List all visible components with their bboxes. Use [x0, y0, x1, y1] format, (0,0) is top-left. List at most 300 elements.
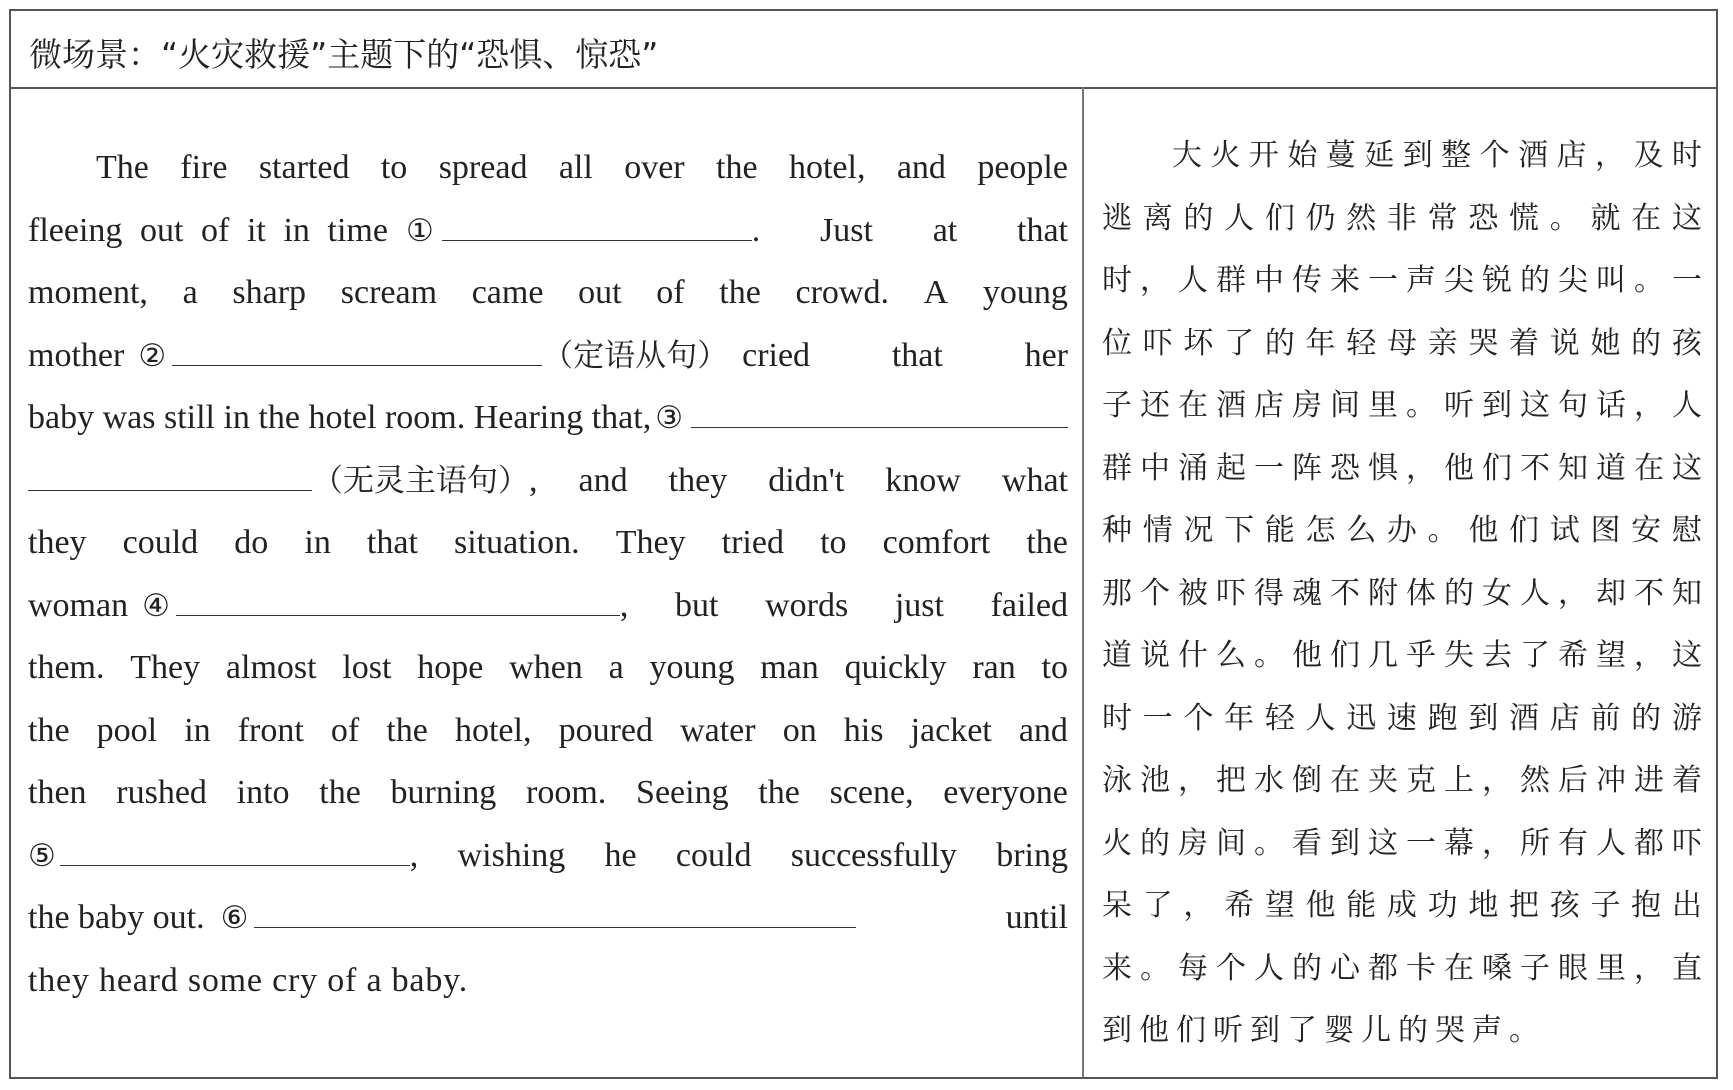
translation-char: 他 [1444, 450, 1474, 486]
translation-char: 失 [1444, 638, 1474, 673]
passage-word: the [28, 711, 70, 749]
translation-char: ， [1594, 138, 1625, 173]
passage-word: quickly [844, 649, 947, 686]
passage-word: young [982, 274, 1068, 311]
translation-char: 把 [1509, 888, 1540, 923]
translation-char: 整 [1441, 138, 1472, 173]
translation-char: 恐 [1468, 200, 1499, 236]
passage-word: in [283, 211, 310, 249]
translation-char: 个 [1140, 575, 1170, 611]
passage-word: started [258, 149, 350, 186]
translation-line [1102, 500, 1702, 563]
translation-char: 在 [1178, 388, 1208, 423]
translation-char: 了 [1287, 1013, 1324, 1048]
translation-char: 后 [1558, 763, 1588, 798]
passage-word: woman [28, 586, 129, 624]
passage-line [28, 200, 1068, 263]
translation-char: 能 [1346, 888, 1377, 923]
translation-char: 附 [1368, 575, 1398, 611]
translation-char: 时 [1102, 263, 1132, 298]
passage-word: until [1005, 899, 1068, 936]
passage-word: wishing [457, 836, 566, 874]
translation-char: 着 [1509, 325, 1540, 361]
translation-char: 哭 [1435, 1013, 1472, 1048]
passage-word: to [820, 524, 847, 561]
hint-relative-clause: （定语从句） [542, 337, 729, 374]
translation-char: 。 [1406, 388, 1436, 423]
translation-char: ， [1482, 763, 1512, 798]
passage-word: spread [438, 149, 528, 186]
answer-blank-5[interactable] [60, 835, 410, 866]
translation-char: 了 [1520, 638, 1550, 673]
passage-text: the baby out. [28, 899, 205, 936]
translation-char: 个 [1479, 138, 1510, 173]
passage-word: situation. [454, 524, 580, 561]
translation-char: 在 [1634, 450, 1664, 486]
translation-char: 希 [1224, 888, 1255, 923]
passage-word: the [758, 774, 800, 811]
translation-char: 着 [1672, 763, 1702, 798]
english-passage-panel [11, 87, 1082, 1077]
translation-char: 游 [1671, 700, 1702, 736]
translation-char: 功 [1427, 888, 1458, 923]
passage-word: do [234, 524, 269, 561]
translation-char: 们 [1509, 513, 1540, 548]
translation-char: 就 [1590, 200, 1621, 236]
translation-char: 群 [1102, 450, 1132, 486]
translation-char: 呆 [1102, 888, 1132, 923]
passage-word: the [319, 774, 361, 811]
translation-char: 尖 [1444, 263, 1474, 298]
translation-char: 起 [1216, 450, 1246, 486]
translation-char: 们 [1330, 638, 1360, 673]
passage-word: the [1026, 524, 1068, 561]
translation-char: 。 [1549, 200, 1580, 236]
translation-char: 上 [1444, 763, 1474, 798]
passage-word: and [1018, 711, 1068, 749]
translation-char: 子 [1102, 388, 1132, 423]
passage-word: cried [742, 336, 811, 374]
translation-char: 火 [1102, 825, 1132, 861]
translation-char: 把 [1216, 763, 1246, 798]
translation-char: 么 [1346, 513, 1377, 548]
translation-char: 年 [1224, 700, 1255, 736]
translation-char: 子 [1590, 888, 1621, 923]
translation-char: 的 [1631, 700, 1662, 736]
translation-char: 里 [1596, 950, 1626, 986]
translation-char: 店 [1254, 388, 1284, 423]
translation-char: 不 [1634, 575, 1664, 611]
passage-word: to [1041, 649, 1068, 686]
passage-word: failed [990, 586, 1068, 624]
passage-word: young [649, 649, 735, 686]
passage-word: ran [972, 649, 1016, 686]
passage-word: man [760, 649, 819, 686]
translation-char: 仍 [1305, 200, 1336, 236]
translation-char: 图 [1590, 513, 1621, 548]
passage-word: poured [558, 711, 653, 749]
translation-char: 酒 [1216, 388, 1246, 423]
translation-char: 句 [1558, 388, 1588, 423]
translation-char: 。 [1254, 638, 1284, 673]
translation-char: 轻 [1264, 700, 1295, 736]
translation-char: 的 [1140, 825, 1170, 861]
english-passage [28, 137, 1068, 1012]
translation-char: ， [1634, 638, 1664, 673]
translation-char: 尖 [1558, 263, 1588, 298]
passage-word: but [675, 586, 719, 624]
passage-word: hotel, [788, 149, 866, 186]
translation-char: 他 [1305, 888, 1336, 923]
passage-word: comfort [882, 524, 991, 561]
blank-marker-5: ⑤ [28, 837, 56, 874]
passage-word: what [1001, 461, 1068, 499]
translation-char: 火 [1210, 138, 1241, 173]
translation-char: 都 [1368, 950, 1398, 986]
translation-char: 体 [1406, 575, 1436, 611]
passage-word: and [578, 461, 628, 499]
translation-char: 听 [1444, 388, 1474, 423]
translation-char: 声 [1472, 1013, 1509, 1048]
passage-line-last: they heard some cry of a baby. [28, 961, 469, 999]
translation-char: 望 [1264, 888, 1295, 923]
translation-char: 抱 [1631, 888, 1662, 923]
translation-char: 吓 [1142, 325, 1173, 361]
translation-char: 吓 [1672, 825, 1702, 861]
passage-word: that [366, 524, 418, 561]
translation-char: 人 [1178, 263, 1208, 298]
translation-char: 前 [1590, 700, 1621, 736]
passage-word: his [843, 711, 884, 749]
translation-char: 却 [1596, 575, 1626, 611]
chinese-translation [1102, 125, 1702, 1063]
passage-line [28, 450, 1068, 513]
passage-word: time [327, 211, 388, 249]
translation-char: 进 [1634, 763, 1664, 798]
translation-char: 说 [1549, 325, 1580, 361]
translation-char: ， [1634, 950, 1664, 986]
passage-word: at [932, 211, 958, 249]
translation-char: 逃 [1102, 200, 1132, 236]
answer-blank-3a[interactable] [691, 397, 1068, 428]
translation-char: 位 [1102, 325, 1132, 361]
translation-char: 到 [1482, 388, 1512, 423]
translation-char: 然 [1346, 200, 1377, 236]
passage-word: just [894, 586, 944, 624]
passage-word: out [578, 274, 622, 311]
passage-word: everyone [943, 774, 1068, 811]
answer-blank-6[interactable] [254, 897, 856, 928]
passage-word: a [608, 649, 624, 686]
translation-char: 店 [1556, 138, 1587, 173]
translation-char: 孩 [1671, 325, 1702, 361]
translation-char: 时 [1102, 700, 1132, 736]
translation-char: 这 [1520, 388, 1550, 423]
translation-char: ， [1406, 450, 1436, 486]
translation-char: 道 [1596, 450, 1626, 486]
blank-marker-3: ③ [655, 400, 684, 436]
header-bar [11, 11, 1716, 89]
passage-word: Just [820, 211, 873, 249]
translation-char: 慰 [1671, 513, 1702, 548]
passage-word: , [619, 586, 629, 624]
passage-word: the [716, 149, 758, 186]
blank-marker-6: ⑥ [220, 900, 249, 936]
passage-word: hotel, [454, 711, 532, 749]
translation-char: 在 [1330, 763, 1360, 798]
passage-word: They [615, 524, 686, 561]
blank-marker-4: ④ [142, 587, 170, 624]
translation-char: 跑 [1427, 700, 1458, 736]
passage-word: successfully [790, 836, 957, 874]
passage-word: room. [526, 774, 607, 811]
hint-inanimate-subject: （无灵主语句） [312, 462, 529, 499]
passage-word: on [782, 711, 817, 749]
translation-char: 母 [1386, 325, 1417, 361]
translation-char: 。 [1254, 825, 1284, 861]
passage-word: crowd. [795, 274, 889, 311]
translation-char: 传 [1292, 263, 1322, 298]
passage-word: scene, [829, 774, 914, 811]
translation-line [1102, 938, 1702, 1001]
translation-char: 么 [1216, 638, 1246, 673]
translation-char: 这 [1368, 825, 1398, 861]
passage-word: of [656, 274, 685, 311]
passage-word: hope [417, 649, 484, 686]
translation-char: 到 [1330, 825, 1360, 861]
translation-char: 的 [1444, 575, 1474, 611]
passage-word: and [896, 149, 946, 186]
answer-blank-3b[interactable] [28, 460, 312, 491]
translation-char: 到 [1250, 1013, 1287, 1048]
translation-char: 魂 [1292, 575, 1322, 611]
translation-char: 的 [1398, 1013, 1435, 1048]
passage-word: of [330, 711, 360, 749]
passage-word: it [246, 211, 266, 249]
answer-blank-1[interactable] [442, 210, 752, 241]
translation-char: 轻 [1346, 325, 1377, 361]
translation-char: 况 [1183, 513, 1214, 548]
translation-line [1102, 313, 1702, 376]
translation-char: 锐 [1482, 263, 1512, 298]
translation-char: 情 [1142, 513, 1173, 548]
translation-char: 这 [1672, 638, 1702, 673]
passage-word: into [236, 774, 290, 811]
translation-char: 店 [1549, 700, 1580, 736]
translation-char: 房 [1292, 388, 1322, 423]
translation-char: 。 [1509, 1013, 1546, 1048]
translation-char: 试 [1549, 513, 1580, 548]
translation-char: 们 [1482, 450, 1512, 486]
translation-char: 安 [1631, 513, 1662, 548]
passage-word: front [237, 711, 304, 749]
translation-char: 人 [1254, 950, 1284, 986]
translation-char: 到 [1102, 1013, 1139, 1048]
translation-char: 人 [1305, 700, 1336, 736]
translation-char: 直 [1672, 950, 1702, 986]
translation-char: 的 [1631, 325, 1662, 361]
translation-char: 婴 [1324, 1013, 1361, 1048]
translation-char: 女 [1482, 575, 1512, 611]
translation-char: 慌 [1509, 200, 1540, 236]
passage-word: they [668, 461, 728, 499]
translation-char: 。 [1634, 263, 1664, 298]
passage-word: to [380, 149, 408, 186]
translation-char: 望 [1596, 638, 1626, 673]
passage-word: Seeing [636, 774, 729, 811]
translation-line [1102, 875, 1702, 938]
passage-word: mother [28, 336, 125, 374]
translation-char: 人 [1596, 825, 1626, 861]
translation-char: 被 [1178, 575, 1208, 611]
translation-char: 得 [1254, 575, 1284, 611]
translation-char: 听 [1213, 1013, 1250, 1048]
translation-char: 中 [1254, 263, 1284, 298]
translation-line [1102, 688, 1702, 751]
passage-line [28, 512, 1068, 575]
passage-word: in [184, 711, 211, 749]
translation-char: 延 [1364, 138, 1395, 173]
translation-char: 泳 [1102, 763, 1132, 798]
translation-line [1102, 125, 1702, 188]
translation-char: 及 [1633, 138, 1664, 173]
passage-word: . [751, 211, 761, 249]
translation-char: 乎 [1406, 638, 1436, 673]
translation-char: 不 [1520, 450, 1550, 486]
passage-word: when [509, 649, 583, 686]
passage-line [28, 700, 1068, 763]
translation-char: 眼 [1558, 950, 1588, 986]
translation-char: 到 [1402, 138, 1433, 173]
translation-char: 非 [1386, 200, 1417, 236]
translation-char: 他 [1139, 1013, 1176, 1048]
document-frame [9, 9, 1718, 1079]
translation-line [1102, 625, 1702, 688]
translation-char: 这 [1671, 200, 1702, 236]
translation-char: 声 [1406, 263, 1436, 298]
passage-line [28, 825, 1068, 888]
translation-char: 蔓 [1325, 138, 1356, 173]
passage-word: the [719, 274, 761, 311]
translation-char: 所 [1520, 825, 1550, 861]
passage-word: words [765, 586, 849, 624]
passage-word: The [96, 149, 149, 186]
translation-char: 成 [1386, 888, 1417, 923]
translation-line [1102, 750, 1702, 813]
answer-blank-2[interactable] [172, 335, 542, 366]
passage-word: out [140, 211, 184, 249]
translation-char: 大 [1172, 138, 1202, 173]
passage-word: fire [180, 149, 228, 186]
translation-char: 嗓 [1482, 950, 1512, 986]
translation-char: 惧 [1368, 450, 1398, 486]
passage-word: then [28, 774, 87, 811]
translation-char: 几 [1368, 638, 1398, 673]
translation-char: 孩 [1549, 888, 1580, 923]
passage-word: could [122, 524, 199, 561]
translation-char: 个 [1216, 950, 1246, 986]
passage-word: almost [225, 649, 317, 686]
passage-word: pool [96, 711, 158, 749]
translation-char: 离 [1142, 200, 1173, 236]
translation-line [1102, 375, 1702, 438]
translation-char: 来 [1330, 263, 1360, 298]
translation-char: 里 [1368, 388, 1398, 423]
passage-word: of [201, 211, 230, 249]
translation-char: 水 [1254, 763, 1284, 798]
passage-word: moment, [28, 274, 148, 311]
translation-char: 一 [1368, 263, 1398, 298]
translation-char: 夹 [1368, 763, 1398, 798]
translation-char: 道 [1102, 638, 1132, 673]
translation-char: 出 [1671, 888, 1702, 923]
translation-char: 池 [1140, 763, 1170, 798]
translation-char: 始 [1287, 138, 1318, 173]
passage-word: in [304, 524, 331, 561]
translation-char: 一 [1254, 450, 1284, 486]
passage-word: her [1024, 336, 1068, 374]
translation-char: 了 [1224, 325, 1255, 361]
translation-char: 她 [1590, 325, 1621, 361]
translation-char: 都 [1634, 825, 1664, 861]
translation-char: 看 [1292, 825, 1322, 861]
passage-line [28, 762, 1068, 825]
blank-marker-1: ① [406, 212, 434, 249]
passage-word: bring [996, 836, 1068, 874]
translation-char: 下 [1224, 513, 1255, 548]
page-title: 微场景：“火灾救援”主题下的“恐惧、惊恐” [29, 35, 659, 74]
translation-char: 哭 [1468, 325, 1499, 361]
passage-word: burning [390, 774, 497, 811]
translation-char: 开 [1248, 138, 1279, 173]
translation-char: 知 [1672, 575, 1702, 611]
passage-word: lost [342, 649, 392, 686]
answer-blank-4[interactable] [176, 585, 620, 616]
translation-char: ， [1482, 825, 1512, 861]
passage-word: that [891, 336, 943, 374]
translation-char: 他 [1292, 638, 1322, 673]
translation-char: 坏 [1183, 325, 1214, 361]
translation-char: 房 [1178, 825, 1208, 861]
passage-word: that [1017, 211, 1068, 249]
passage-word: know [885, 461, 961, 499]
translation-char: 冲 [1596, 763, 1626, 798]
translation-line [1102, 188, 1702, 251]
translation-char: 卡 [1406, 950, 1436, 986]
passage-word: all [558, 149, 593, 186]
translation-char: 年 [1305, 325, 1336, 361]
passage-word: didn't [768, 461, 845, 499]
translation-char: 不 [1330, 575, 1360, 611]
passage-word: he [604, 836, 637, 874]
translation-char: 速 [1386, 700, 1417, 736]
translation-char: 子 [1520, 950, 1550, 986]
passage-word: they [28, 524, 87, 561]
translation-char: 。 [1140, 950, 1170, 986]
translation-char: 人 [1224, 200, 1255, 236]
passage-word: scream [340, 274, 438, 311]
translation-line [1102, 1000, 1702, 1063]
translation-char: 每 [1178, 950, 1208, 986]
passage-word: could [675, 836, 752, 874]
translation-char: 什 [1178, 638, 1208, 673]
passage-word: a [182, 274, 198, 311]
translation-char: 来 [1102, 950, 1132, 986]
translation-char: 那 [1102, 575, 1132, 611]
translation-char: ， [1178, 763, 1208, 798]
translation-char: 有 [1558, 825, 1588, 861]
translation-char: 时 [1671, 138, 1702, 173]
